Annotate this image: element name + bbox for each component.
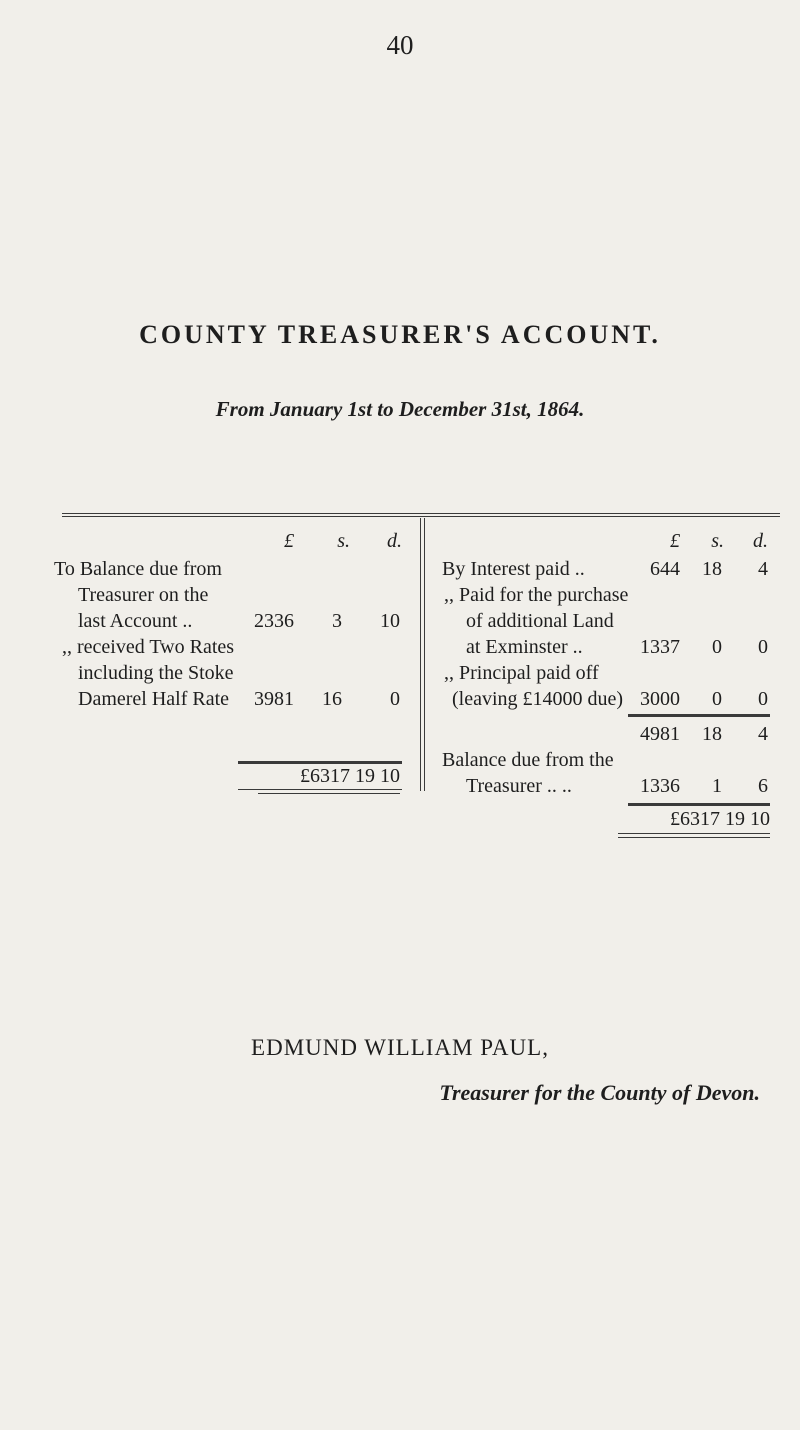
right-amount-pence: 4 bbox=[758, 558, 768, 580]
left-entry-line: including the Stoke bbox=[78, 662, 234, 684]
top-rule bbox=[62, 513, 780, 514]
left-entry-line: Treasurer on the bbox=[78, 584, 209, 606]
left-amount-pence: 10 bbox=[380, 610, 400, 632]
page-title: COUNTY TREASURER'S ACCOUNT. bbox=[139, 320, 661, 349]
left-amount-pounds: 2336 bbox=[254, 610, 294, 632]
account-period: From January 1st to December 31st, 1864. bbox=[215, 397, 585, 421]
right-header-pounds: £ bbox=[670, 530, 680, 552]
right-amount-shillings: 18 bbox=[702, 558, 722, 580]
right-balance-line: Balance due from the bbox=[442, 749, 614, 771]
right-amount-pence: 0 bbox=[758, 688, 768, 710]
right-entry-line: By Interest paid .. bbox=[442, 558, 585, 580]
right-entry-line: ,, Paid for the purchase bbox=[444, 584, 629, 606]
right-entry-line: (leaving £14000 due) bbox=[452, 688, 624, 710]
right-amount-shillings: 0 bbox=[712, 636, 722, 658]
right-balance-pence: 6 bbox=[758, 775, 768, 797]
left-entry-line: Damerel Half Rate bbox=[78, 688, 230, 710]
left-amount-pence: 0 bbox=[390, 688, 400, 710]
left-header-pounds: £ bbox=[284, 530, 294, 552]
left-entry-line: ,, received Two Rates bbox=[62, 636, 235, 658]
right-entry-line: of additional Land bbox=[466, 610, 614, 632]
center-divider-second bbox=[424, 518, 425, 791]
right-amount-pounds: 1337 bbox=[640, 636, 680, 658]
right-balance-shillings: 1 bbox=[712, 775, 722, 797]
right-balance-pounds: 1336 bbox=[640, 775, 680, 797]
right-amount-pounds: 644 bbox=[650, 558, 680, 580]
right-amount-shillings: 0 bbox=[712, 688, 722, 710]
left-amount-shillings: 3 bbox=[332, 610, 342, 632]
right-amount-pounds: 3000 bbox=[640, 688, 680, 710]
center-divider bbox=[420, 518, 421, 791]
left-bottom-rule bbox=[258, 793, 400, 794]
left-entry-line: To Balance due from bbox=[54, 558, 222, 580]
left-header-shillings: s. bbox=[337, 530, 350, 552]
left-amount-shillings: 16 bbox=[322, 688, 342, 710]
left-amount-pounds: 3981 bbox=[254, 688, 294, 710]
top-rule-second bbox=[62, 516, 780, 517]
right-header-shillings: s. bbox=[711, 530, 724, 552]
left-total-underline bbox=[238, 789, 402, 790]
left-grand-total: £6317 19 10 bbox=[300, 765, 400, 787]
right-subtotal-shillings: 18 bbox=[702, 723, 722, 745]
page-number: 40 bbox=[386, 30, 414, 60]
right-amount-pence: 0 bbox=[758, 636, 768, 658]
right-total-underline bbox=[618, 833, 770, 834]
right-subtotal-pounds: 4981 bbox=[640, 723, 680, 745]
right-header-pence: d. bbox=[753, 530, 768, 552]
treasurer-title: Treasurer for the County of Devon. bbox=[439, 1080, 760, 1105]
right-grand-total: £6317 19 10 bbox=[670, 808, 770, 830]
left-entry-line: last Account .. bbox=[78, 610, 193, 632]
right-balance-line: Treasurer .. .. bbox=[466, 775, 572, 797]
right-subtotal-rule bbox=[628, 714, 770, 717]
right-bottom-rule bbox=[618, 837, 770, 838]
right-entry-line: at Exminster .. bbox=[466, 636, 583, 658]
treasurer-name: EDMUND WILLIAM PAUL, bbox=[251, 1035, 549, 1060]
right-subtotal-pence: 4 bbox=[758, 723, 768, 745]
right-entry-line: ,, Principal paid off bbox=[444, 662, 599, 684]
left-header-pence: d. bbox=[387, 530, 402, 552]
